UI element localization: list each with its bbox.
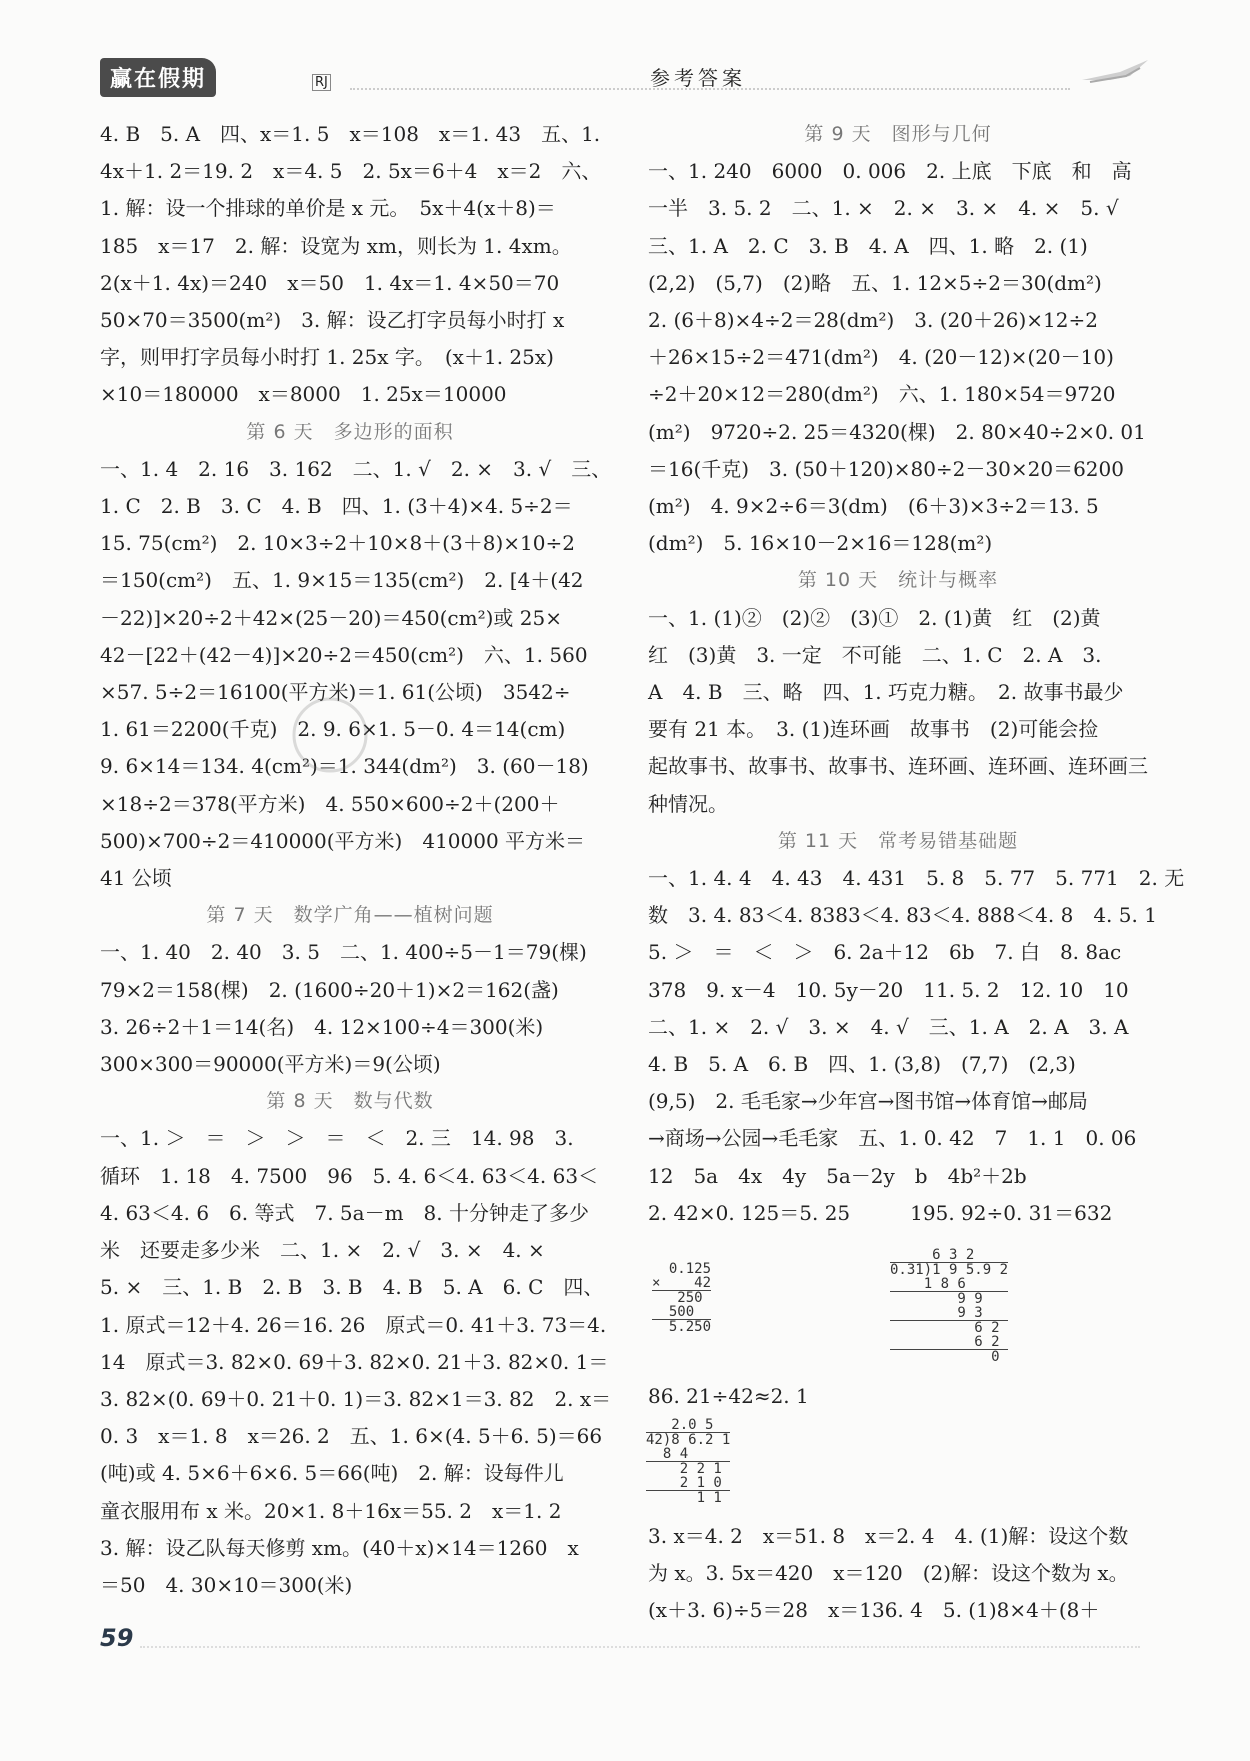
answer-line: 14 原式＝3. 82×0. 69＋3. 82×0. 21＋3. 82×0. 1＝ <box>100 1349 609 1374</box>
answer-line: 2(x＋1. 4x)＝240 x＝50 1. 4x＝1. 4×50＝70 <box>100 270 560 295</box>
answer-line: 1. 原式＝12＋4. 26＝16. 26 原式＝0. 41＋3. 73＝4. <box>100 1312 607 1337</box>
section-title-day11: 第 11 天 常考易错基础题 <box>777 829 1019 852</box>
answer-line: 41 公顷 <box>100 866 172 891</box>
block-day10-answers <box>648 600 1148 823</box>
calc-line: 2. 42×0. 125＝5. 25 195. 92÷0. 31＝632 <box>648 1200 1113 1225</box>
answer-line: 3. 解：设乙队每天修剪 xm。(40＋x)×14＝1260 x <box>100 1535 579 1560</box>
work-row: 2 1 0 <box>646 1476 730 1491</box>
answer-line: (x＋3. 6)÷5＝28 x＝136. 4 5. (1)8×4＋(8＋ <box>648 1598 1100 1623</box>
answer-line: A 4. B 三、略 四、1. 巧克力糖。 2. 故事书最少 <box>648 680 1124 705</box>
answer-line: 数 3. 4. 83＜4. 8383＜4. 83＜4. 888＜4. 8 4. 5. 1 <box>648 903 1157 928</box>
answer-line: (2,2) (5,7) (2)略 五、1. 12×5÷2＝30(dm²) <box>648 270 1102 295</box>
right-column <box>648 116 1185 1232</box>
logo-text: 赢在假期 <box>100 58 216 97</box>
work-row: 9 3 <box>890 1306 1008 1321</box>
work-row: 0 <box>890 1349 1000 1365</box>
answer-line: 二、1. × 2. √ 3. × 4. √ 三、1. A 2. A 3. A <box>648 1014 1129 1039</box>
answer-line: (9,5) 2. 毛毛家→少年宫→图书馆→体育馆→邮局 <box>648 1089 1088 1114</box>
work-row: 0.31)1 9 5.9 2 <box>890 1262 1009 1278</box>
long-division-working-2 <box>646 1418 730 1505</box>
answer-line: 15. 75(cm²) 2. 10×3÷2＋10×8＋(3＋8)×10÷2 <box>100 531 575 556</box>
block-day7-answers <box>100 934 600 1083</box>
answer-line: 一、1. (1)② (2)② (3)① 2. (1)黄 红 (2)黄 <box>648 605 1101 630</box>
answer-line: 为 x。3. 5x＝420 x＝120 (2)解：设这个数为 x。 <box>648 1561 1129 1586</box>
answer-line: 1. C 2. B 3. C 4. B 四、1. (3＋4)×4. 5÷2＝ <box>100 494 573 519</box>
answer-line: →商场→公园→毛毛家 五、1. 0. 42 7 1. 1 0. 06 <box>648 1126 1137 1151</box>
answer-line: 50×70＝3500(m²) 3. 解：设乙打字员每小时打 x <box>100 308 565 333</box>
answer-line: ×10＝180000 x＝8000 1. 25x＝10000 <box>100 382 507 407</box>
section-title-day6: 第 6 天 多边形的面积 <box>246 420 454 443</box>
work-row: 5.250 <box>652 1319 712 1335</box>
footer-divider <box>140 1646 1140 1648</box>
answer-line: 3. 26÷2＋1＝14(名) 4. 12×100÷4＝300(米) <box>100 1014 544 1039</box>
answer-line: (m²) 9720÷2. 25＝4320(棵) 2. 80×40÷2×0. 01 <box>648 419 1146 444</box>
section-title-day10: 第 10 天 统计与概率 <box>797 569 999 592</box>
answer-line: 一、1. ＞ ＝ ＞ ＞ ＝ ＜ 2. 三 14. 98 3. <box>100 1126 574 1151</box>
answer-line: 要有 21 本。 3. (1)连环画 故事书 (2)可能会捡 <box>648 717 1099 742</box>
work-row: 2 2 1 <box>646 1461 722 1477</box>
work-row: 42)8 6.2 1 <box>646 1432 731 1448</box>
answer-line: 一、1. 40 2. 40 3. 5 二、1. 400÷5－1＝79(棵) <box>100 940 587 965</box>
answer-line: (m²) 4. 9×2÷6＝3(dm) (6＋3)×3÷2＝13. 5 <box>648 494 1099 519</box>
work-row: 8 4 <box>646 1447 730 1462</box>
answer-line: ＝50 4. 30×10＝300(米) <box>100 1572 353 1597</box>
answer-line: 4. B 5. A 四、x＝1. 5 x＝108 x＝1. 43 五、1. <box>100 122 601 146</box>
long-division-working-1 <box>890 1248 1008 1364</box>
answer-line: 185 x＝17 2. 解：设宽为 xm，则长为 1. 4xm。 <box>100 233 572 258</box>
answer-line: 一半 3. 5. 2 二、1. × 2. × 3. × 4. × 5. √ <box>648 196 1119 221</box>
answer-line: ＝16(千克) 3. (50＋120)×80÷2－30×20＝6200 <box>648 456 1124 481</box>
block-day11-answers <box>648 860 1185 1232</box>
work-row: 6 2 <box>890 1335 1008 1350</box>
block-day11-tail <box>648 1518 1148 1630</box>
answer-line: 79×2＝158(棵) 2. (1600÷20＋1)×2＝162(盏) <box>100 977 559 1002</box>
answer-line: 字，则甲打字员每小时打 1. 25x 字。 (x＋1. 25x) <box>100 345 554 370</box>
work-row: 9 9 <box>890 1291 983 1307</box>
answer-line: 0. 3 x＝1. 8 x＝26. 2 五、1. 6×(4. 5＋6. 5)＝66 <box>100 1424 603 1449</box>
answer-line: 4. 63＜4. 6 6. 等式 7. 5a－m 8. 十分钟走了多少 <box>100 1200 589 1225</box>
answer-line: ＝150(cm²) 五、1. 9×15＝135(cm²) 2. [4＋(42 <box>100 568 584 593</box>
answer-line: 4x＋1. 2＝19. 2 x＝4. 5 2. 5x＝6＋4 x＝2 六、 <box>100 159 602 184</box>
answer-line: 378 9. x－4 10. 5y－20 11. 5. 2 12. 10 10 <box>648 977 1129 1002</box>
work-row: 6 3 2 <box>890 1248 1008 1263</box>
work-row: 0.125 <box>652 1261 712 1277</box>
block-day5-answers <box>100 116 600 414</box>
answer-line: 1. 61＝2200(千克) 2. 9. 6×1. 5－0. 4＝14(cm) <box>100 717 566 742</box>
answer-line: 300×300＝90000(平方米)＝9(公顷) <box>100 1052 441 1077</box>
block-day6-answers <box>100 451 612 897</box>
work-row: 2.0 5 <box>646 1418 730 1433</box>
work-row: 1 1 <box>646 1490 722 1506</box>
answer-line: 42－[22＋(42－4)]×20÷2＝450(cm²) 六、1. 560 <box>100 642 588 667</box>
left-column <box>100 116 612 1604</box>
answer-line: 三、1. A 2. C 3. B 4. A 四、1. 略 2. (1) <box>648 233 1088 258</box>
work-row: 6 2 <box>890 1320 1000 1336</box>
section-title-day9: 第 9 天 图形与几何 <box>804 123 992 145</box>
answer-line: 红 (3)黄 3. 一定 不可能 二、1. C 2. A 3. <box>648 642 1102 667</box>
work-row: 500 <box>652 1305 711 1320</box>
answer-line: 500)×700÷2＝410000(平方米) 410000 平方米＝ <box>100 828 586 853</box>
block-day9-answers <box>648 153 1148 562</box>
answer-line: 童衣服用布 x 米。20×1. 8＋16x＝55. 2 x＝1. 2 <box>100 1498 562 1523</box>
stamp-watermark-icon <box>280 690 390 780</box>
calc-line-block <box>648 1378 1148 1415</box>
answer-line: 米 还要走多少米 二、1. × 2. √ 3. × 4. × <box>100 1238 545 1263</box>
work-row: 250 <box>652 1290 703 1306</box>
answer-line: 种情况。 <box>648 791 728 816</box>
answer-line: ＋26×15÷2＝471(dm²) 4. (20－12)×(20－10) <box>648 345 1114 370</box>
section-title-day8: 第 8 天 数与代数 <box>266 1090 434 1113</box>
calc-line: 86. 21÷42≈2. 1 <box>648 1384 809 1408</box>
page-header <box>90 52 1160 102</box>
answer-line: 起故事书、故事书、故事书、连环画、连环画、连环画三 <box>648 754 1148 779</box>
answer-line: 3. x＝4. 2 x＝51. 8 x＝2. 4 4. (1)解：设这个数 <box>648 1524 1129 1548</box>
answer-line: 1. 解：设一个排球的单价是 x 元。 5x＋4(x＋8)＝ <box>100 196 556 221</box>
multiplication-working <box>652 1262 711 1334</box>
answer-line: ÷2＋20×12＝280(dm²) 六、1. 180×54＝9720 <box>648 382 1116 407</box>
answer-line: 4. B 5. A 6. B 四、1. (3,8) (7,7) (2,3) <box>648 1052 1076 1077</box>
work-row: × 42 <box>652 1275 712 1291</box>
answer-line: 12 5a 4x 4y 5a－2y b 4b²＋2b <box>648 1163 1027 1188</box>
edition-tag: RJ <box>312 74 331 91</box>
wing-decoration-icon <box>1080 58 1150 84</box>
answer-line: 一、1. 240 6000 0. 006 2. 上底 下底 和 高 <box>648 159 1132 184</box>
block-day8-answers <box>100 1120 612 1604</box>
answer-line: ×18÷2＝378(平方米) 4. 550×600÷2＋(200＋ <box>100 791 560 816</box>
section-title-day7: 第 7 天 数学广角——植树问题 <box>206 904 494 927</box>
answer-line: ×57. 5÷2＝16100(平方米)＝1. 61(公顷) 3542÷ <box>100 680 571 705</box>
page-number: 59 <box>100 1624 134 1652</box>
page-title: 参考答案 <box>650 66 746 90</box>
answer-line: 一、1. 4 2. 16 3. 162 二、1. √ 2. × 3. √ 三、 <box>100 456 612 481</box>
answer-line: 9. 6×14＝134. 4(cm²)＝1. 344(dm²) 3. (60－18) <box>100 754 589 779</box>
answer-line: 2. (6＋8)×4÷2＝28(dm²) 3. (20＋26)×12÷2 <box>648 308 1098 333</box>
answer-line: (吨)或 4. 5×6＋6×6. 5＝66(吨) 2. 解：设每件儿 <box>100 1461 564 1486</box>
answer-line: －22)]×20÷2＋42×(25－20)＝450(cm²)或 25× <box>100 605 562 630</box>
answer-line: 3. 82×(0. 69＋0. 21＋0. 1)＝3. 82×1＝3. 82 2. x＝ <box>100 1386 612 1411</box>
answer-line: 5. × 三、1. B 2. B 3. B 4. B 5. A 6. C 四、 <box>100 1275 604 1300</box>
answer-line: (dm²) 5. 16×10－2×16＝128(m²) <box>648 531 993 556</box>
answer-line: 5. ＞ ＝ ＜ ＞ 6. 2a＋12 6b 7. 白 8. 8ac <box>648 940 1122 965</box>
work-row: 1 8 6 <box>890 1277 1008 1292</box>
answer-line: 一、1. 4. 4 4. 43 4. 431 5. 8 5. 77 5. 771 2. 无 <box>648 866 1185 891</box>
brand-logo <box>100 58 216 96</box>
answer-line: 循环 1. 18 4. 7500 96 5. 4. 6＜4. 63＜4. 63＜ <box>100 1163 599 1188</box>
